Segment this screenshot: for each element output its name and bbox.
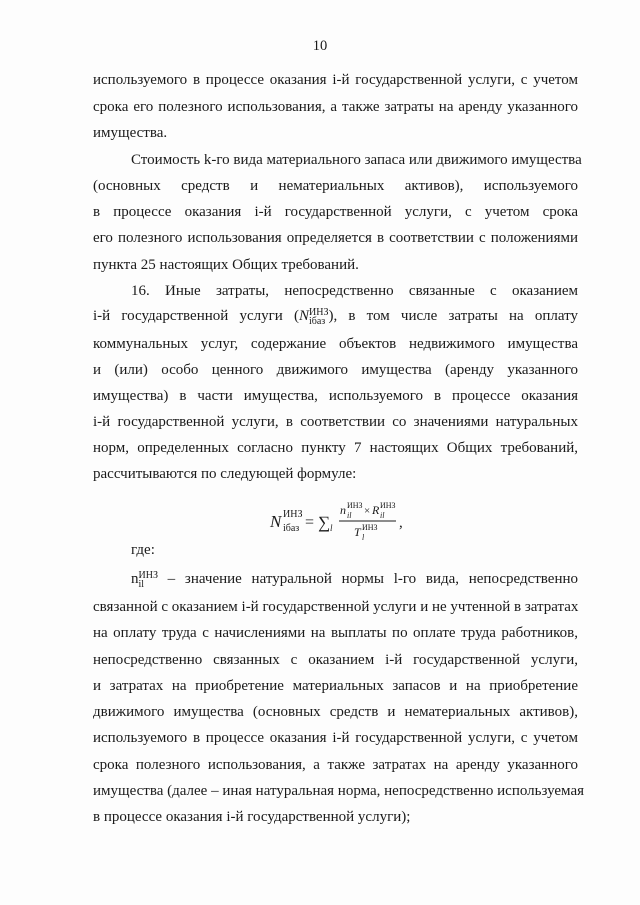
formula-T-subscript: l: [362, 533, 365, 542]
text-line: в процессе оказания i-й государственной услуги, с учетом срока: [93, 204, 578, 220]
symbol-n-il-ins: [131, 569, 158, 590]
text-line: имущества) в части имущества, используемого в процессе оказания: [93, 388, 578, 404]
text-line: в процессе оказания i-й государственной услуги);: [93, 809, 411, 825]
text-segment: i-й государственной услуги (: [93, 308, 299, 324]
text-line: и (или) особо ценного движимого имущества (аренду указанного: [93, 362, 578, 378]
text-line: срока полезного использования, а также затратах на аренду указанного: [93, 757, 578, 773]
text-line: непосредственно связанных с оказанием i-й государственной услуги,: [93, 652, 578, 668]
symbol-subscript: il: [138, 578, 145, 590]
text-line: используемого в процессе оказания i-й государственной услуги, с учетом: [93, 730, 578, 746]
text-line: 16. Иные затраты, непосредственно связанные с оказанием: [131, 283, 578, 299]
text-line: движимого имущества (основных средств и нематериальных активов),: [93, 704, 578, 720]
text-line: i-й государственной услуги, в соответствии со значениями натуральных: [93, 414, 578, 430]
text-line: Стоимость k-го вида материального запаса или движимого имущества: [131, 152, 582, 168]
formula-sum-index: l: [330, 523, 333, 533]
text-segment: – значение натуральной нормы l-го вида, непосредственно: [157, 571, 578, 587]
text-line-with-symbol: [93, 306, 578, 326]
symbol-n-ibaz-ins: [298, 306, 329, 327]
formula-N-subscript: iбаз: [283, 523, 300, 534]
formula-sum: ∑: [318, 513, 331, 532]
formula-equals: =: [305, 514, 315, 531]
text-line: срока его полезного использования, а также затраты на аренду указанного: [93, 99, 578, 115]
text-line: где:: [131, 542, 155, 558]
text-line: (основных средств и нематериальных активов), используемого: [93, 178, 578, 194]
formula-T-superscript: ИНЗ: [362, 523, 378, 532]
symbol-superscript: ИНЗ: [138, 569, 158, 581]
formula-R: R: [372, 503, 380, 517]
text-line: связанной с оказанием i-й государственной услуги и не учтенной в затратах: [93, 599, 579, 615]
formula-R-subscript: il: [380, 511, 385, 520]
text-line: и затратах на приобретение материальных запасов и на приобретение: [93, 678, 578, 694]
formula-T: T: [354, 525, 361, 539]
formula-n-subscript: il: [347, 511, 352, 520]
text-line: пункта 25 настоящих Общих требований.: [93, 257, 359, 273]
formula-N-superscript: ИНЗ: [283, 509, 303, 520]
text-line: на оплату труда с начислениями на выплаты по оплате труда работников,: [93, 625, 578, 641]
text-line: его полезного использования определяется в соответствии с положениями: [93, 230, 578, 246]
symbol-indices: [139, 571, 158, 589]
formula-times: ×: [364, 505, 371, 517]
formula-R-superscript: ИНЗ: [380, 501, 396, 510]
formula-n-ibaz: [0, 500, 640, 544]
text-line: имущества.: [93, 125, 168, 141]
symbol-indices: [309, 308, 328, 326]
symbol-letter: N: [298, 308, 309, 324]
formula-n: n: [340, 503, 346, 517]
text-line: коммунальных услуг, содержание объектов недвижимого имущества: [93, 336, 578, 352]
text-segment: ), в том числе затраты на оплату: [328, 308, 578, 324]
text-line: имущества (далее – иная натуральная норма, непосредственно используемая: [93, 783, 585, 799]
symbol-superscript: ИНЗ: [309, 306, 329, 318]
symbol-letter: n: [131, 571, 139, 587]
page-number: 10: [312, 38, 328, 54]
text-line-with-symbol: [131, 569, 578, 589]
text-line: рассчитываются по следующей формуле:: [93, 466, 357, 482]
text-line: норм, определенных согласно пункту 7 настоящих Общих требований,: [93, 440, 578, 456]
symbol-subscript: iбаз: [309, 315, 326, 327]
formula-n-superscript: ИНЗ: [347, 501, 363, 510]
formula-N: N: [270, 512, 282, 531]
formula-comma: ,: [399, 515, 403, 531]
text-line: используемого в процессе оказания i-й государственной услуги, с учетом: [93, 72, 578, 88]
